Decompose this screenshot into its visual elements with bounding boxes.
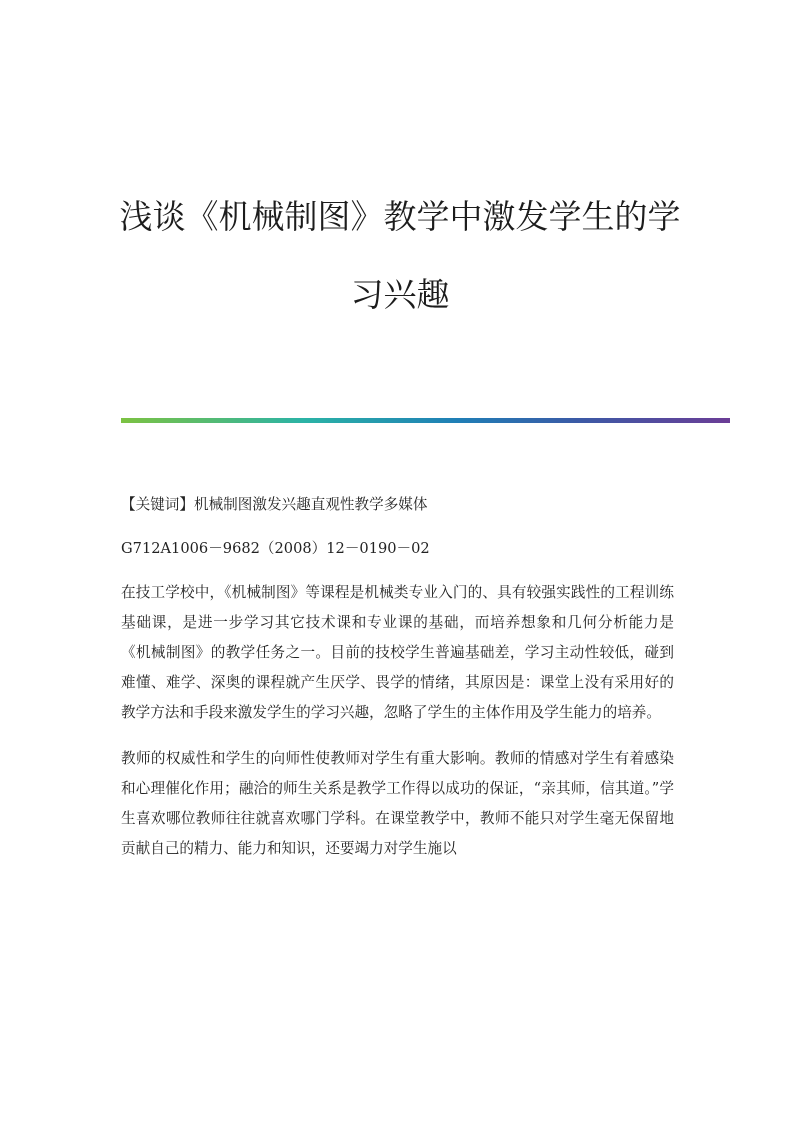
keywords-line: 【关键词】机械制图激发兴趣直观性教学多媒体 [121, 496, 428, 513]
classification-line: G712A1006－9682（2008）12－0190－02 [121, 540, 430, 557]
title-divider [121, 418, 730, 423]
title-line-1: 浅谈《机械制图》教学中激发学生的学 [119, 197, 681, 236]
paragraph-1: 在技工学校中，《机械制图》等课程是机械类专业入门的、具有较强实践性的工程训练基础课，是进一步学习其它技术课和专业课的基础，而培养想象和几何分析能力是《机械制图》的教学任务之一。目前的技校学生普遍基础差，学习主动性较低，碰到难懂、难学、深奥的课程就产生厌学、畏学的情绪，其原因是：课堂上没有采用好的教学方法和手段来激发学生的学习兴趣，忽略了学生的主体作用及学生能力的培养。 [121, 584, 674, 721]
paragraph-2: 教师的权威性和学生的向师性使教师对学生有重大影响。教师的情感对学生有着感染和心理催化作用；融洽的师生关系是教学工作得以成功的保证，“亲其师，信其道。”学生喜欢哪位教师往往就喜欢哪门学科。在课堂教学中，教师不能只对学生毫无保留地贡献自己的精力、能力和知识，还要竭力对学生施以 [121, 750, 674, 857]
article-body [121, 490, 674, 880]
title-line-2: 习兴趣 [350, 275, 450, 314]
document-title [0, 178, 800, 334]
